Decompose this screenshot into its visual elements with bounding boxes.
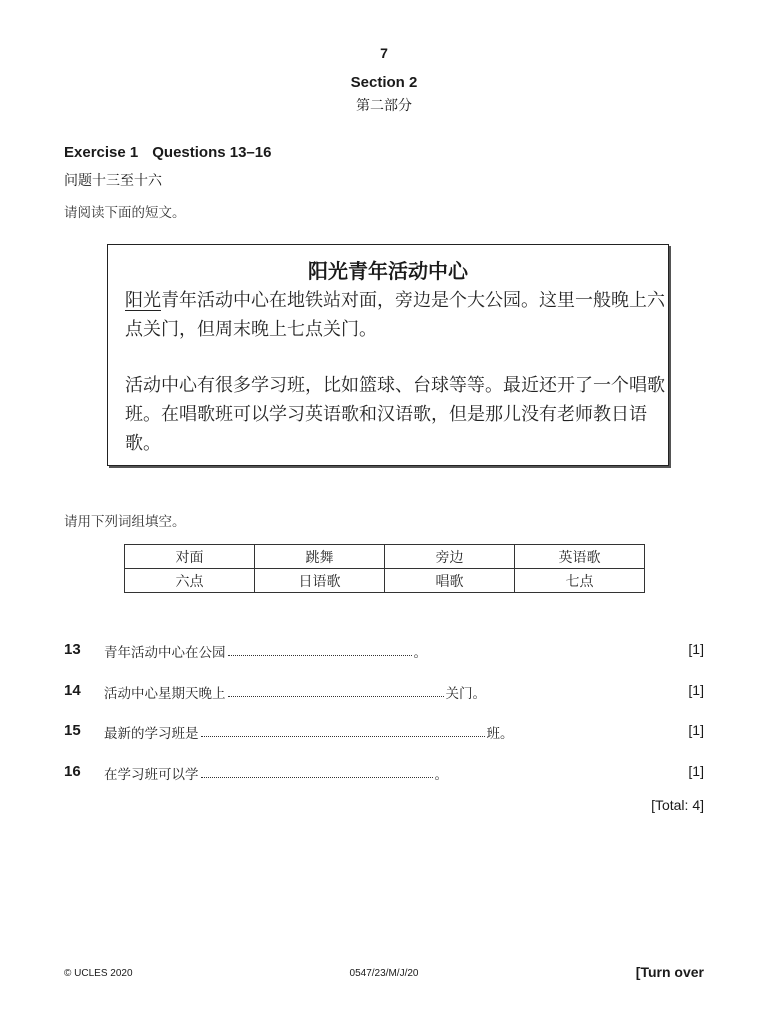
section-title: Section 2 (350, 74, 418, 91)
footer-copyright: © UCLES 2020 (64, 968, 133, 979)
exercise-questions: Questions 13–16 (152, 144, 272, 161)
question-mark: [1] (688, 682, 704, 698)
passage-paragraph-2: 活动中心有很多学习班，比如篮球、台球等等。最近还开了一个唱歌班。在唱歌班可以学习英语歌和汉语歌，但是那儿没有老师教日语歌。 (125, 375, 665, 454)
section-subtitle: 第二部分 (356, 98, 412, 114)
question-number: 16 (64, 763, 81, 780)
passage-underlined-word: 阳光 (125, 290, 161, 311)
question-text (104, 682, 486, 702)
exercise-label: Exercise 1 (64, 144, 139, 161)
question-mark: [1] (688, 641, 704, 657)
question-number: 13 (64, 641, 81, 658)
answer-blank[interactable] (228, 655, 412, 656)
word-cell: 日语歌 (255, 569, 385, 593)
word-cell: 六点 (125, 569, 255, 593)
passage-paragraph-1 (125, 286, 665, 344)
question-suffix: 。 (434, 767, 448, 783)
answer-blank[interactable] (228, 696, 444, 697)
exercise-questions-cn: 问题十三至十六 (64, 173, 162, 189)
table-row (125, 545, 645, 569)
passage-box (107, 244, 669, 466)
question-number: 15 (64, 722, 81, 739)
question-text (104, 641, 427, 661)
word-cell: 英语歌 (515, 545, 645, 569)
table-row (125, 569, 645, 593)
exercise-heading (64, 144, 271, 161)
answer-blank[interactable] (201, 736, 485, 737)
fill-instruction: 请用下列词组填空。 (64, 514, 186, 530)
question-suffix: 关门。 (445, 686, 486, 702)
word-cell: 唱歌 (385, 569, 515, 593)
word-cell: 旁边 (385, 545, 515, 569)
word-cell: 七点 (515, 569, 645, 593)
page-number: 7 (380, 45, 388, 61)
word-bank-table (124, 544, 645, 593)
question-suffix: 班。 (486, 726, 514, 742)
question-prompt: 活动中心星期天晚上 (104, 686, 226, 702)
question-prompt: 最新的学习班是 (104, 726, 199, 742)
question-number: 14 (64, 682, 81, 699)
question-text (104, 763, 448, 783)
word-cell: 跳舞 (255, 545, 385, 569)
total-marks: [Total: 4] (651, 797, 704, 813)
word-cell: 对面 (125, 545, 255, 569)
footer-paper-code: 0547/23/M/J/20 (349, 968, 419, 979)
read-instruction: 请阅读下面的短文。 (64, 205, 186, 221)
question-suffix: 。 (413, 645, 427, 661)
passage-paragraph-1-text: 青年活动中心在地铁站对面，旁边是个大公园。这里一般晚上六点关门，但周末晚上七点关门。 (125, 290, 665, 340)
question-mark: [1] (688, 722, 704, 738)
passage-title: 阳光青年活动中心 (308, 259, 468, 283)
question-prompt: 在学习班可以学 (104, 767, 199, 783)
question-text (104, 722, 514, 742)
question-mark: [1] (688, 763, 704, 779)
question-prompt: 青年活动中心在公园 (104, 645, 226, 661)
turn-over-label: [Turn over (635, 964, 704, 980)
answer-blank[interactable] (201, 777, 433, 778)
